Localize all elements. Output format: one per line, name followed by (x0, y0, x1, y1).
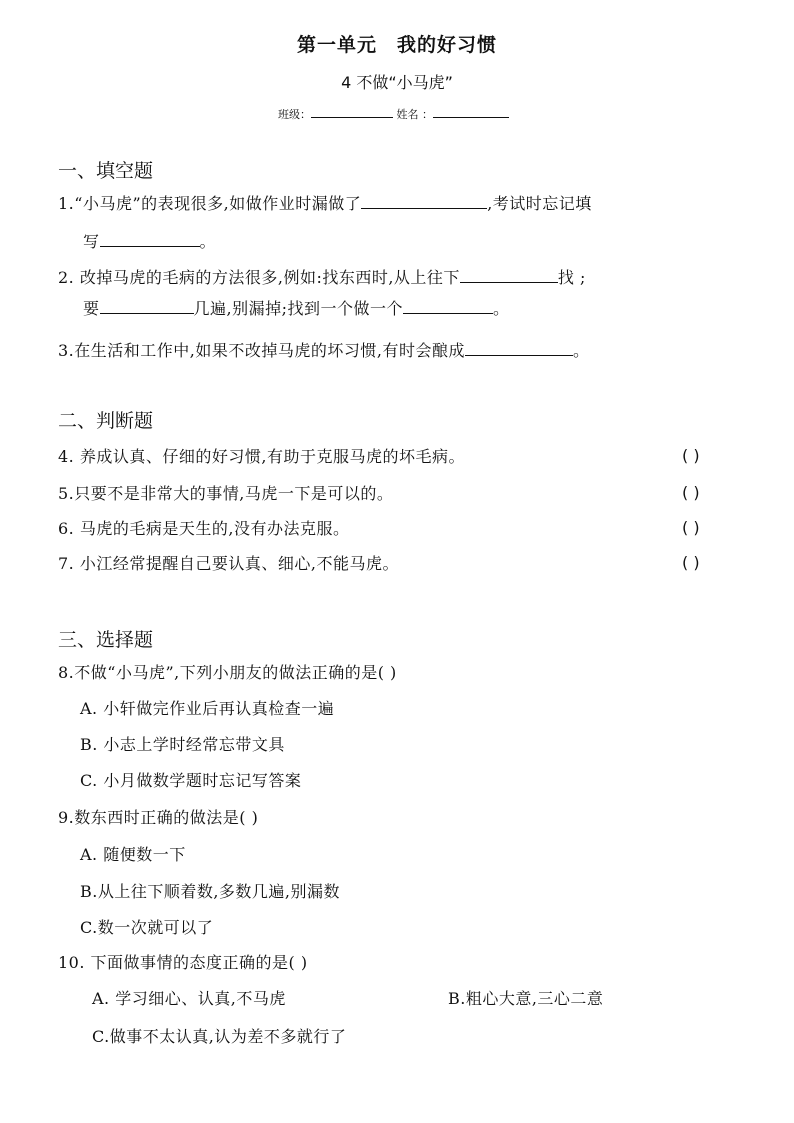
choice-9-option-c[interactable]: C.数一次就可以了 (80, 918, 214, 937)
choice-question-8: 8.不做“小马虎”,下列小朋友的做法正确的是( ) (58, 663, 397, 682)
choice-question-10: 10. 下面做事情的态度正确的是( ) (58, 953, 308, 972)
class-label: 班级： (278, 108, 311, 121)
answer-blank-2c[interactable] (403, 299, 493, 314)
answer-blank-1b[interactable] (100, 232, 200, 247)
choice-10-option-b[interactable]: B.粗心大意,三心二意 (448, 989, 604, 1008)
question-2-text-c: 要 (83, 299, 100, 318)
question-2-text-d: 几遍,别漏掉;找到一个做一个 (193, 299, 403, 318)
judge-question-4: 4. 养成认真、仔细的好习惯,有助于克服马虎的坏毛病。 (58, 447, 465, 466)
answer-blank-2b[interactable] (100, 299, 194, 314)
section-judge-heading: 二、判断题 (58, 410, 154, 432)
question-2-text-b: 找 ; (557, 268, 586, 287)
question-3-text-b: 。 (572, 341, 590, 360)
question-1-text: 1.“小马虎”的表现很多,如做作业时漏做了 (58, 194, 362, 213)
choice-9-option-b[interactable]: B.从上往下顺着数,多数几遍,别漏数 (80, 882, 341, 901)
question-1-continued (83, 229, 216, 252)
choice-10-option-a[interactable]: A. 学习细心、认真,不马虎 (92, 989, 286, 1008)
name-field[interactable] (433, 107, 509, 118)
answer-blank-2a[interactable] (460, 268, 558, 283)
question-1-text-d: 。 (199, 232, 217, 251)
judge-answer-7[interactable]: ( ) (682, 553, 700, 572)
question-2-continued (83, 296, 510, 319)
choice-8-option-b[interactable]: B. 小志上学时经常忘带文具 (80, 735, 285, 754)
choice-9-option-a[interactable]: A. 随便数一下 (80, 845, 186, 864)
judge-answer-5[interactable]: ( ) (682, 483, 700, 502)
question-3 (58, 338, 589, 361)
question-1-text-b: ,考试时忘记填 (487, 194, 592, 213)
judge-question-7: 7. 小江经常提醒自己要认真、细心,不能马虎。 (58, 554, 399, 573)
choice-8-option-a[interactable]: A. 小轩做完作业后再认真检查一遍 (80, 699, 335, 718)
choice-10-option-c[interactable]: C.做事不太认真,认为差不多就行了 (92, 1027, 347, 1046)
question-2 (58, 265, 586, 288)
page-title: 第一单元 我的好习惯 (296, 34, 497, 56)
choice-8-option-c[interactable]: C. 小月做数学题时忘记写答案 (80, 771, 302, 790)
question-2-text-e: 。 (493, 299, 510, 318)
question-3-text: 3.在生活和工作中,如果不改掉马虎的坏习惯,有时会酿成 (58, 341, 465, 360)
lesson-subtitle: 4 不做“小马虎” (341, 73, 453, 92)
section-choice-heading: 三、选择题 (58, 629, 154, 651)
judge-answer-6[interactable]: ( ) (682, 518, 700, 537)
answer-blank-1a[interactable] (361, 194, 487, 209)
section-fill-heading: 一、填空题 (58, 160, 154, 182)
question-1 (58, 191, 592, 214)
choice-question-9: 9.数东西时正确的做法是( ) (58, 808, 259, 827)
student-info-line (278, 106, 509, 122)
answer-blank-3[interactable] (465, 341, 573, 356)
question-2-text: 2. 改掉马虎的毛病的方法很多,例如:找东西时,从上往下 (58, 268, 460, 287)
question-1-text-c: 写 (83, 232, 100, 251)
judge-question-6: 6. 马虎的毛病是天生的,没有办法克服。 (58, 519, 350, 538)
class-field[interactable] (311, 107, 393, 118)
judge-question-5: 5.只要不是非常大的事情,马虎一下是可以的。 (58, 484, 394, 503)
judge-answer-4[interactable]: ( ) (682, 446, 700, 465)
name-label: 姓名 ： (396, 108, 433, 121)
